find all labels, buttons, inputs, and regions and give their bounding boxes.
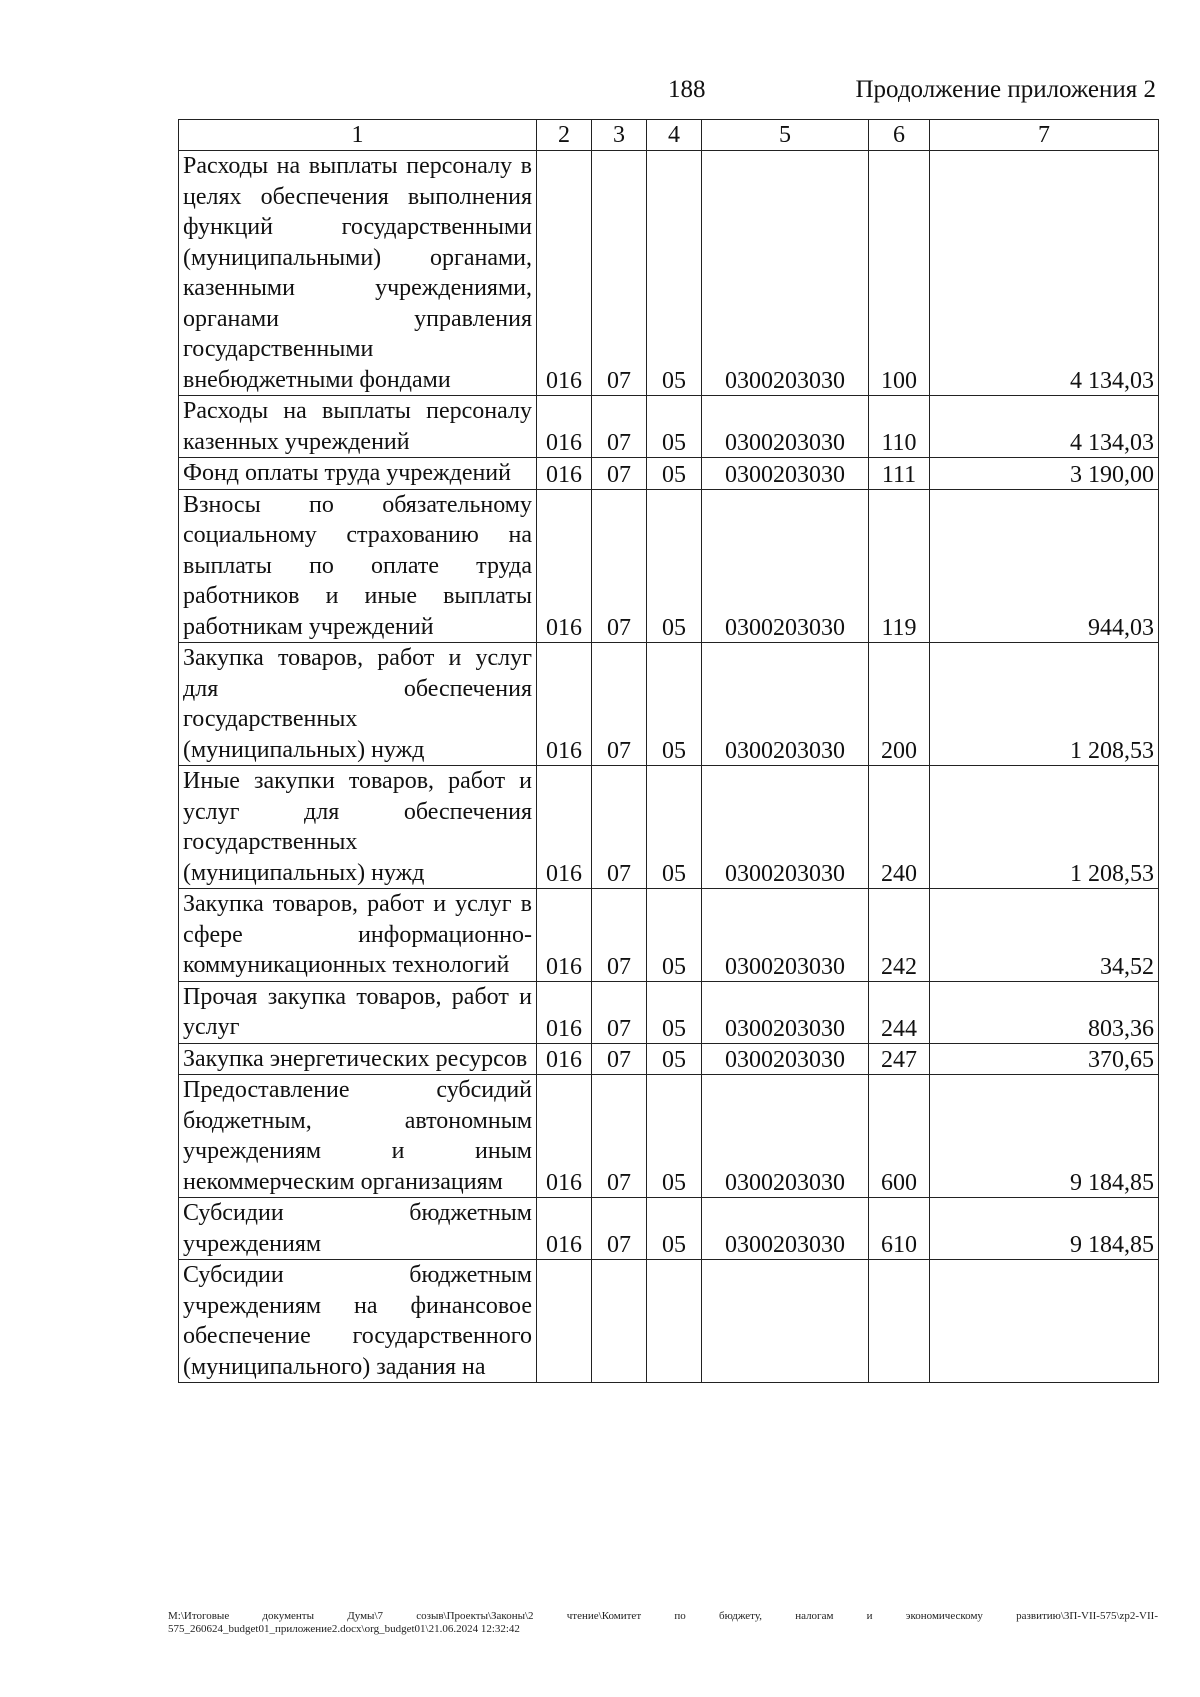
table-row (179, 396, 1159, 458)
ministry-code: 016 (537, 766, 592, 889)
section-code: 07 (592, 151, 647, 396)
expense-type-code: 119 (869, 489, 930, 643)
row-description: Фонд оплаты труда учреждений (179, 458, 537, 490)
expense-type-code: 242 (869, 889, 930, 982)
target-article-code: 0300203030 (702, 151, 869, 396)
expense-type-code: 610 (869, 1198, 930, 1260)
ministry-code: 016 (537, 458, 592, 490)
table-row (179, 981, 1159, 1043)
target-article-code: 0300203030 (702, 1075, 869, 1198)
amount: 9 184,85 (930, 1198, 1159, 1260)
subsection-code: 05 (647, 981, 702, 1043)
row-description: Закупка товаров, работ и услуг в сфере информационно-коммуникационных технологий (179, 889, 537, 982)
table-row (179, 1075, 1159, 1198)
target-article-code: 0300203030 (702, 766, 869, 889)
target-article-code: 0300203030 (702, 489, 869, 643)
table-row (179, 1198, 1159, 1260)
amount: 944,03 (930, 489, 1159, 643)
row-description: Взносы по обязательному социальному страхованию на выплаты по оплате труда работников и иные выплаты работникам учреждений (179, 489, 537, 643)
section-code: 07 (592, 1075, 647, 1198)
amount: 34,52 (930, 889, 1159, 982)
table-row (179, 1043, 1159, 1075)
target-article-code: 0300203030 (702, 1198, 869, 1260)
expense-type-code: 100 (869, 151, 930, 396)
amount: 9 184,85 (930, 1075, 1159, 1198)
subsection-code: 05 (647, 643, 702, 766)
page-number: 188 (668, 76, 706, 103)
target-article-code: 0300203030 (702, 643, 869, 766)
row-description: Предоставление субсидий бюджетным, автономным учреждениям и иным некоммерческим организациям (179, 1075, 537, 1198)
row-description: Расходы на выплаты персоналу в целях обеспечения выполнения функций государственными (муниципальными) органами, казенными учреждениями, органами управления государственными внебюджетными фондами (179, 151, 537, 396)
ministry-code: 016 (537, 151, 592, 396)
subsection-code: 05 (647, 889, 702, 982)
row-description: Прочая закупка товаров, работ и услуг (179, 981, 537, 1043)
section-code: 07 (592, 981, 647, 1043)
amount: 1 208,53 (930, 643, 1159, 766)
amount: 4 134,03 (930, 396, 1159, 458)
ministry-code: 016 (537, 396, 592, 458)
subsection-code (647, 1260, 702, 1383)
subsection-code: 05 (647, 1043, 702, 1075)
target-article-code: 0300203030 (702, 889, 869, 982)
expense-type-code (869, 1260, 930, 1383)
target-article-code: 0300203030 (702, 458, 869, 490)
subsection-code: 05 (647, 1198, 702, 1260)
target-article-code: 0300203030 (702, 396, 869, 458)
ministry-code (537, 1260, 592, 1383)
section-code: 07 (592, 396, 647, 458)
column-header: 1 (179, 120, 537, 151)
table-row (179, 889, 1159, 982)
table-row (179, 643, 1159, 766)
ministry-code: 016 (537, 889, 592, 982)
column-header: 6 (869, 120, 930, 151)
target-article-code: 0300203030 (702, 981, 869, 1043)
column-header: 4 (647, 120, 702, 151)
subsection-code: 05 (647, 458, 702, 490)
ministry-code: 016 (537, 489, 592, 643)
subsection-code: 05 (647, 1075, 702, 1198)
section-code: 07 (592, 889, 647, 982)
table-row (179, 489, 1159, 643)
expense-type-code: 244 (869, 981, 930, 1043)
section-code: 07 (592, 1198, 647, 1260)
ministry-code: 016 (537, 1198, 592, 1260)
column-header: 2 (537, 120, 592, 151)
subsection-code: 05 (647, 151, 702, 396)
section-code (592, 1260, 647, 1383)
section-code: 07 (592, 1043, 647, 1075)
subsection-code: 05 (647, 489, 702, 643)
row-description: Субсидии бюджетным учреждениям (179, 1198, 537, 1260)
document-path-footer: M:\Итоговые документы Думы\7 созыв\Проекты\Законы\2 чтение\Комитет по бюджету, налогам и экономическому развитию\3П-VII-575\zp2-VII-575_260624_budget01_приложение2.docx\org_budget01\21.06.2024 12:32:42 (168, 1610, 1158, 1635)
column-header: 3 (592, 120, 647, 151)
ministry-code: 016 (537, 1043, 592, 1075)
section-code: 07 (592, 643, 647, 766)
row-description: Иные закупки товаров, работ и услуг для обеспечения государственных (муниципальных) нужд (179, 766, 537, 889)
ministry-code: 016 (537, 643, 592, 766)
amount: 370,65 (930, 1043, 1159, 1075)
budget-table (178, 119, 1159, 1383)
table-row (179, 458, 1159, 490)
column-header: 5 (702, 120, 869, 151)
row-description: Закупка энергетических ресурсов (179, 1043, 537, 1075)
amount: 1 208,53 (930, 766, 1159, 889)
expense-type-code: 240 (869, 766, 930, 889)
row-description: Субсидии бюджетным учреждениям на финансовое обеспечение государственного (муниципального) задания на (179, 1260, 537, 1383)
row-description: Расходы на выплаты персоналу казенных учреждений (179, 396, 537, 458)
amount: 3 190,00 (930, 458, 1159, 490)
table-row (179, 766, 1159, 889)
row-description: Закупка товаров, работ и услуг для обеспечения государственных (муниципальных) нужд (179, 643, 537, 766)
target-article-code (702, 1260, 869, 1383)
expense-type-code: 200 (869, 643, 930, 766)
target-article-code: 0300203030 (702, 1043, 869, 1075)
continuation-title: Продолжение приложения 2 (855, 76, 1156, 103)
table-header-row (179, 120, 1159, 151)
subsection-code: 05 (647, 766, 702, 889)
section-code: 07 (592, 458, 647, 490)
expense-type-code: 110 (869, 396, 930, 458)
amount: 803,36 (930, 981, 1159, 1043)
section-code: 07 (592, 489, 647, 643)
ministry-code: 016 (537, 981, 592, 1043)
table-row (179, 1260, 1159, 1383)
section-code: 07 (592, 766, 647, 889)
amount: 4 134,03 (930, 151, 1159, 396)
column-header: 7 (930, 120, 1159, 151)
expense-type-code: 600 (869, 1075, 930, 1198)
expense-type-code: 111 (869, 458, 930, 490)
expense-type-code: 247 (869, 1043, 930, 1075)
amount (930, 1260, 1159, 1383)
subsection-code: 05 (647, 396, 702, 458)
ministry-code: 016 (537, 1075, 592, 1198)
table-row (179, 151, 1159, 396)
